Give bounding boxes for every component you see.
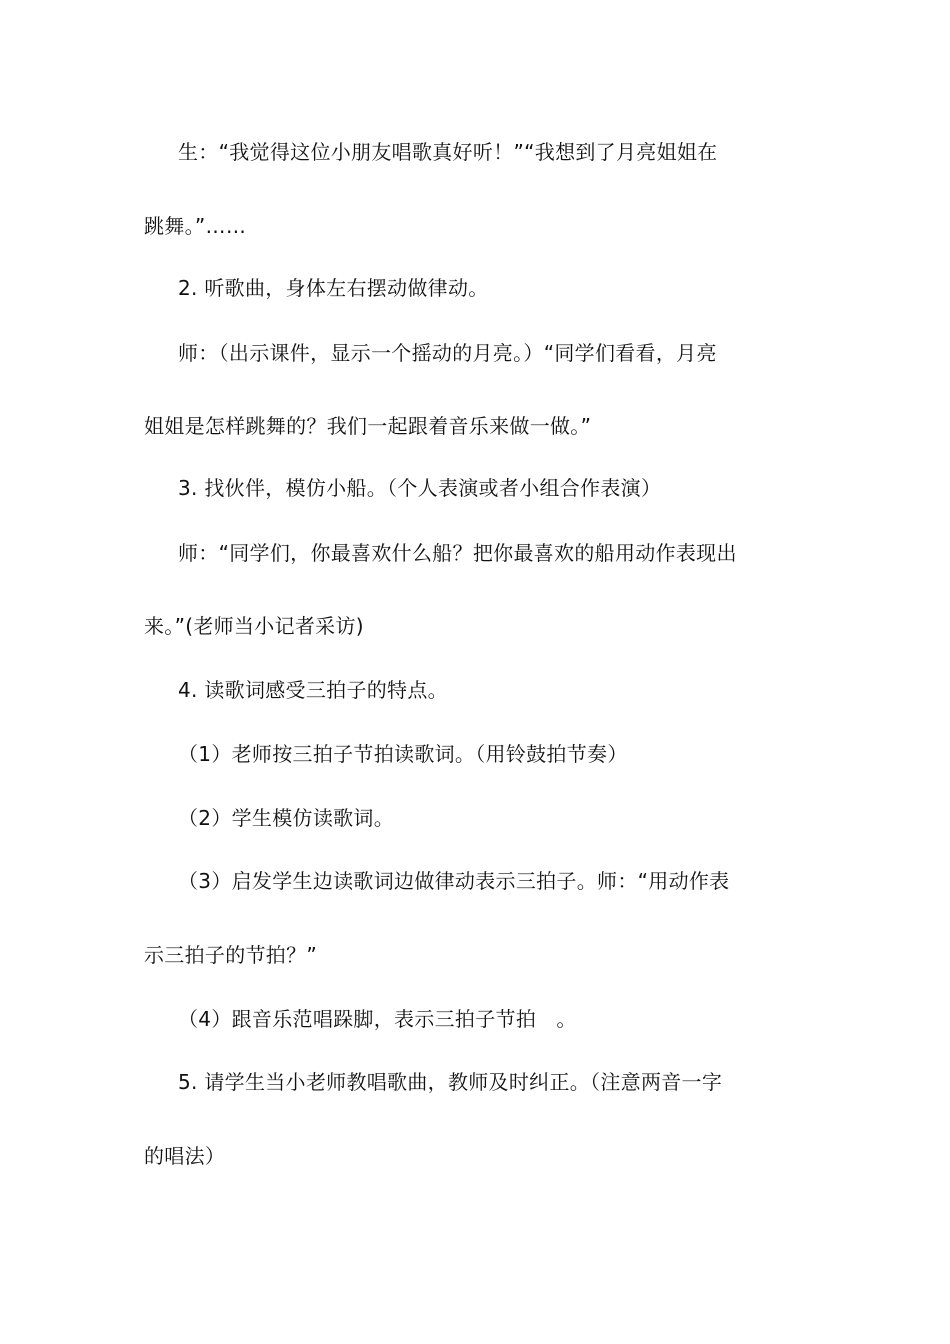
sub-item-4: （4）跟音乐范唱跺脚，表示三拍子节拍 。	[178, 1007, 577, 1031]
paragraph-teacher-boat: 师：“同学们，你最喜欢什么船？把你最喜欢的船用动作表现出	[178, 541, 737, 565]
paragraph-student-response: 生：“我觉得这位小朋友唱歌真好听！”“我想到了月亮姐姐在	[178, 140, 718, 164]
step-3-heading: 3. 找伙伴，模仿小船。（个人表演或者小组合作表演）	[178, 476, 662, 500]
step-5-heading-cont: 的唱法）	[144, 1144, 226, 1168]
sub-item-3: （3）启发学生边读歌词边做律动表示三拍子。师：“用动作表	[178, 869, 730, 893]
sub-item-1: （1）老师按三拍子节拍读歌词。（用铃鼓拍节奏）	[178, 742, 628, 766]
sub-item-3-cont: 示三拍子的节拍？”	[144, 943, 318, 967]
paragraph-teacher-boat-cont: 来。”(老师当小记者采访)	[144, 614, 364, 638]
step-2-heading: 2. 听歌曲，身体左右摆动做律动。	[178, 276, 489, 300]
step-4-heading: 4. 读歌词感受三拍子的特点。	[178, 678, 448, 702]
paragraph-student-response-cont: 跳舞。”……	[144, 214, 247, 238]
step-5-heading: 5. 请学生当小老师教唱歌曲，教师及时纠正。（注意两音一字	[178, 1070, 723, 1094]
sub-item-2: （2）学生模仿读歌词。	[178, 806, 395, 830]
paragraph-teacher-moon: 师：（出示课件，显示一个摇动的月亮。）“同学们看看，月亮	[178, 341, 717, 365]
paragraph-teacher-moon-cont: 姐姐是怎样跳舞的？我们一起跟着音乐来做一做。”	[144, 414, 592, 438]
